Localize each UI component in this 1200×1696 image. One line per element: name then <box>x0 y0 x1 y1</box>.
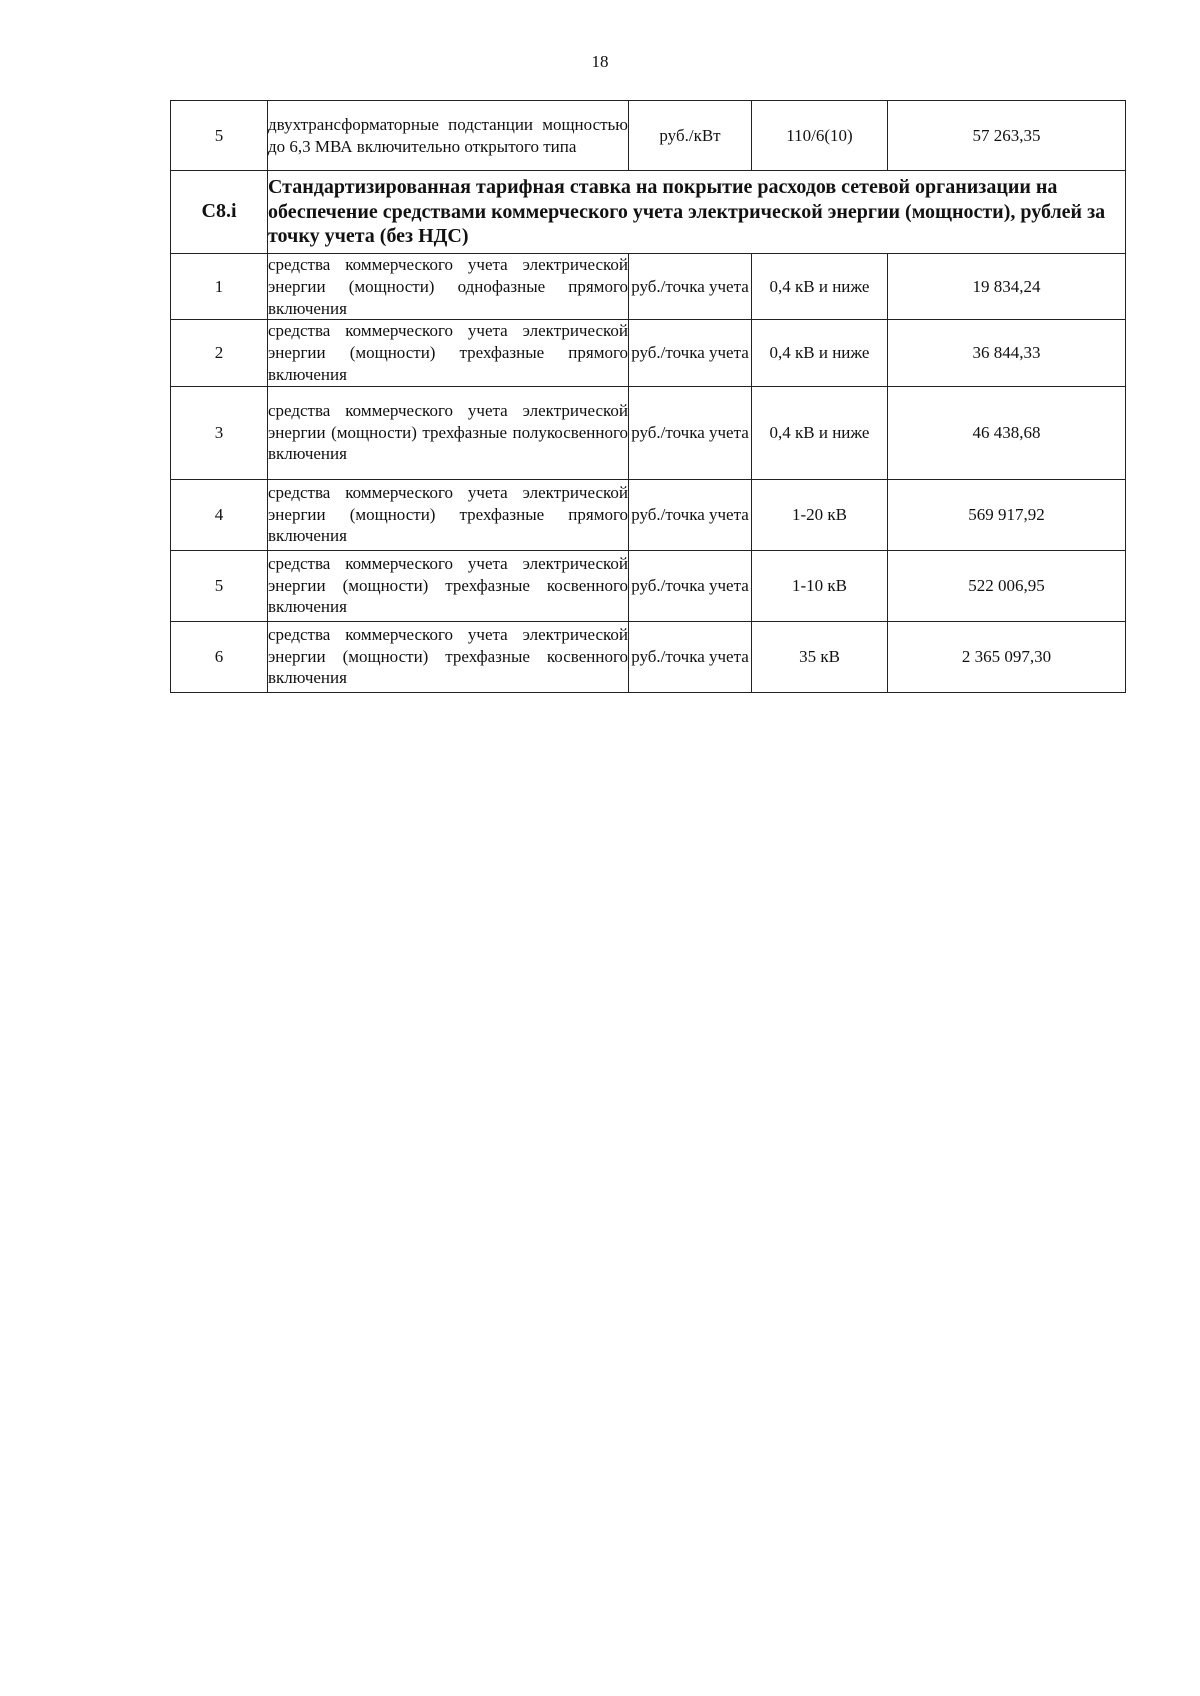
row-number: 3 <box>171 386 268 479</box>
table-row <box>171 479 1126 550</box>
page-number: 18 <box>591 52 609 71</box>
row-description: средства коммерческого учета электрической энергии (мощности) однофазные прямого включения <box>268 254 629 320</box>
table-row <box>171 254 1126 320</box>
row-voltage: 110/6(10) <box>752 101 888 171</box>
row-voltage: 1-10 кВ <box>752 550 888 621</box>
table-row <box>171 550 1126 621</box>
row-number: 5 <box>171 550 268 621</box>
row-description: двухтрансформаторные подстанции мощностью до 6,3 МВА включительно открытого типа <box>268 101 629 171</box>
row-value: 46 438,68 <box>888 386 1126 479</box>
row-voltage: 35 кВ <box>752 621 888 692</box>
row-unit: руб./точка учета <box>629 386 752 479</box>
row-value: 2 365 097,30 <box>888 621 1126 692</box>
row-value: 36 844,33 <box>888 320 1126 386</box>
row-number: 6 <box>171 621 268 692</box>
row-description: средства коммерческого учета электрической энергии (мощности) трехфазные косвенного включения <box>268 550 629 621</box>
row-voltage: 0,4 кВ и ниже <box>752 320 888 386</box>
row-unit: руб./точка учета <box>629 254 752 320</box>
row-description: средства коммерческого учета электрической энергии (мощности) трехфазные косвенного включения <box>268 621 629 692</box>
row-unit: руб./точка учета <box>629 479 752 550</box>
row-description: средства коммерческого учета электрической энергии (мощности) трехфазные полукосвенного включения <box>268 386 629 479</box>
section-header-row <box>171 171 1126 254</box>
row-value: 57 263,35 <box>888 101 1126 171</box>
row-voltage: 1-20 кВ <box>752 479 888 550</box>
row-value: 522 006,95 <box>888 550 1126 621</box>
table-row <box>171 101 1126 171</box>
row-value: 569 917,92 <box>888 479 1126 550</box>
row-unit: руб./кВт <box>629 101 752 171</box>
row-description: средства коммерческого учета электрической энергии (мощности) трехфазные прямого включения <box>268 479 629 550</box>
row-number: 5 <box>171 101 268 171</box>
row-number: 1 <box>171 254 268 320</box>
row-unit: руб./точка учета <box>629 320 752 386</box>
section-title: Стандартизированная тарифная ставка на покрытие расходов сетевой организации на обеспечение средствами коммерческого учета электрической энергии (мощности), рублей за точку учета (без НДС) <box>268 171 1126 254</box>
row-value: 19 834,24 <box>888 254 1126 320</box>
tariff-table <box>170 100 1126 693</box>
row-voltage: 0,4 кВ и ниже <box>752 254 888 320</box>
row-number: 2 <box>171 320 268 386</box>
row-unit: руб./точка учета <box>629 621 752 692</box>
row-description: средства коммерческого учета электрической энергии (мощности) трехфазные прямого включения <box>268 320 629 386</box>
table-row <box>171 386 1126 479</box>
table-row <box>171 621 1126 692</box>
table-row <box>171 320 1126 386</box>
row-unit: руб./точка учета <box>629 550 752 621</box>
section-code: С8.i <box>171 171 268 254</box>
row-voltage: 0,4 кВ и ниже <box>752 386 888 479</box>
row-number: 4 <box>171 479 268 550</box>
